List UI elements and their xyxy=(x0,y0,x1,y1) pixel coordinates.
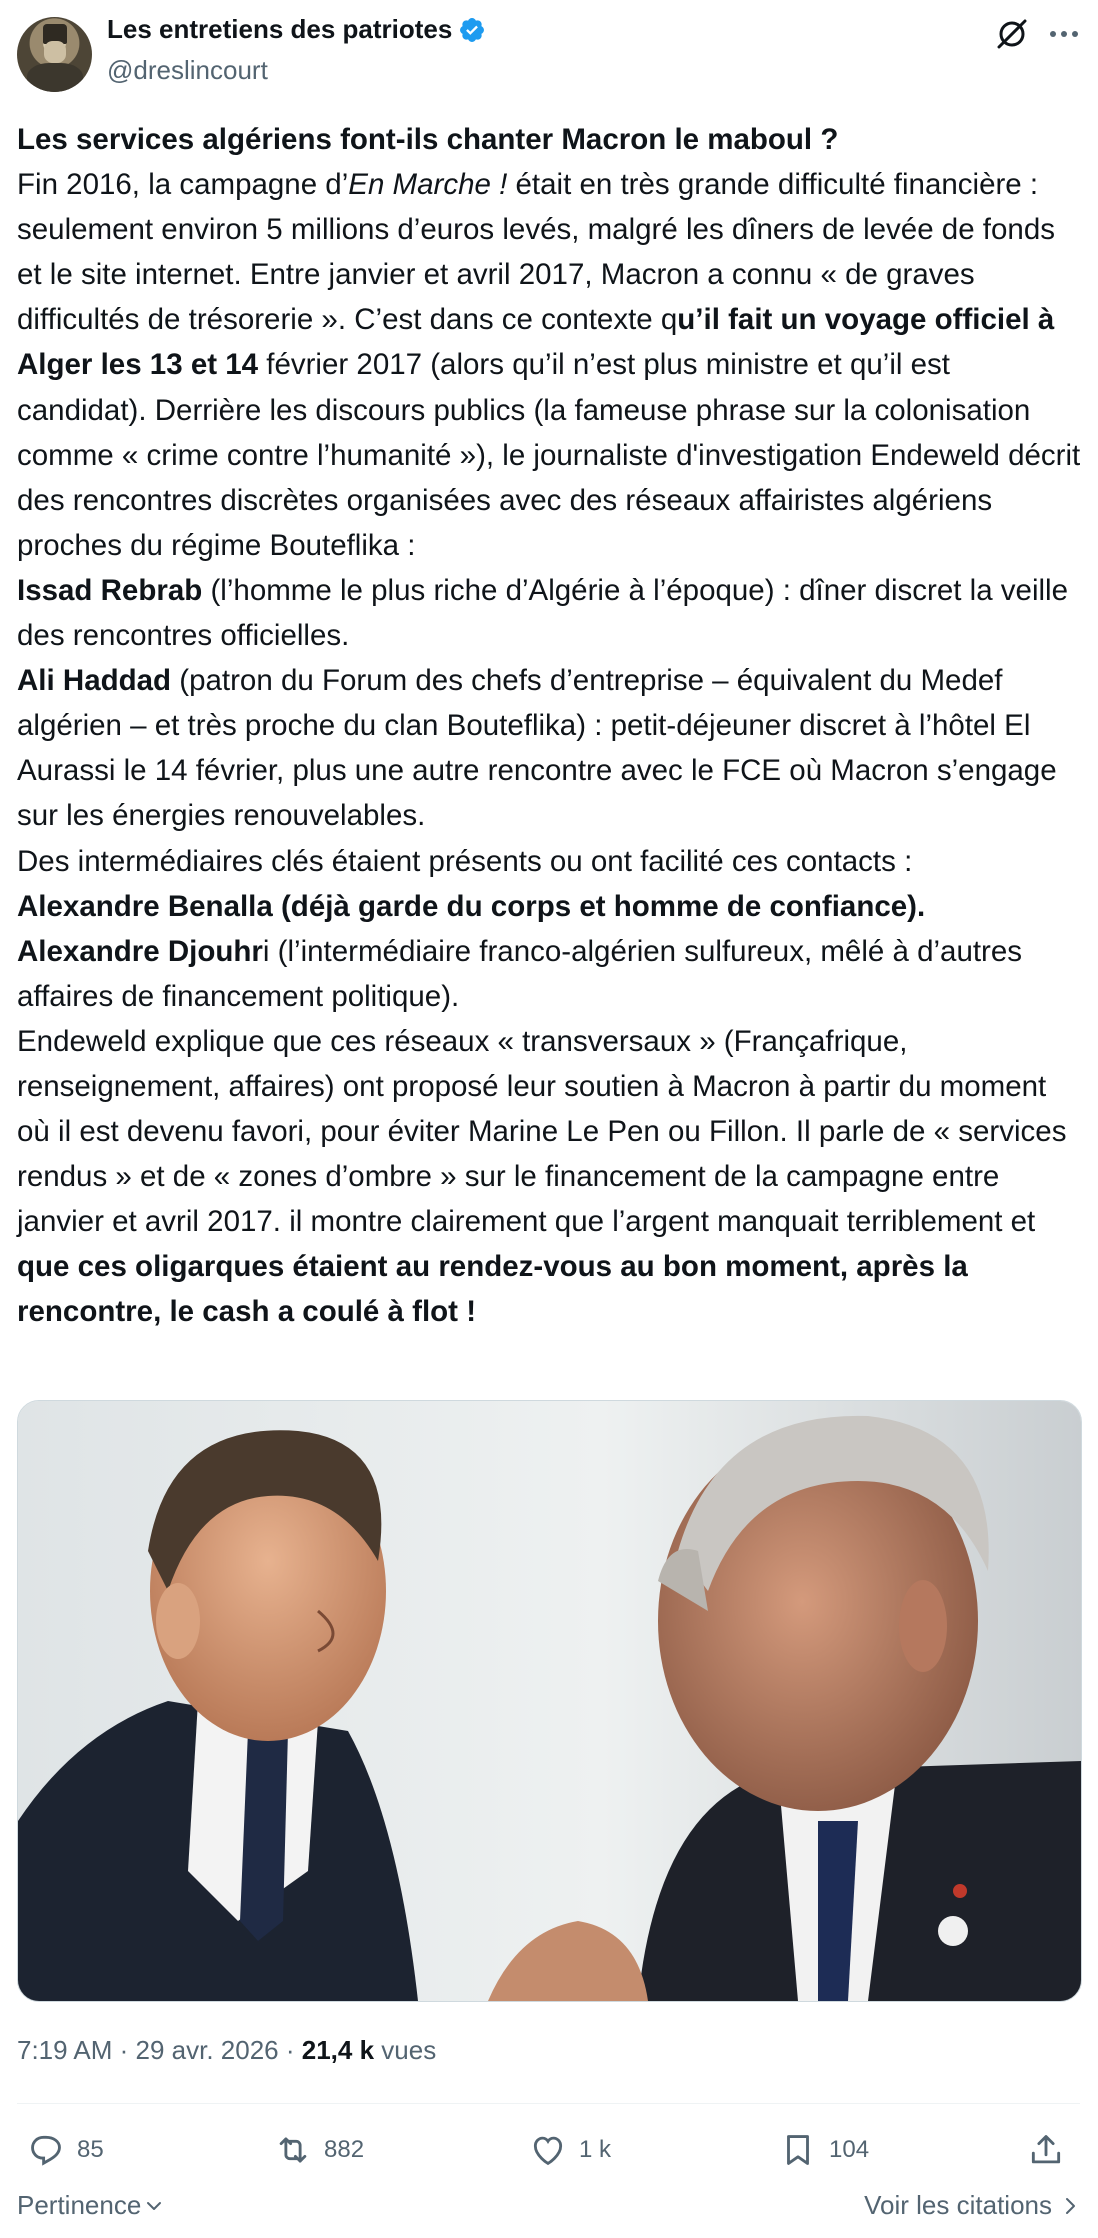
p5-bold: Alexandre Benalla (déjà garde du corps et homme de confiance). xyxy=(17,889,926,923)
p7-text: Endeweld explique que ces réseaux « transversaux » (Françafrique, renseignement, affaires) ont proposé leur soutien à Macron à partir du moment où il est devenu favori, pour éviter Marine Le Pen ou Fillon. Il parle de « services rendus » et de « zones d’ombre » sur le financement de la campagne entre janvier et avril 2017. il montre clairement que l’argent manquait terriblement et xyxy=(17,1024,1067,1239)
p1-text-a: Fin 2016, la campagne d’ xyxy=(17,168,349,202)
tweet-paragraph-4 xyxy=(17,839,1083,884)
tweet-time[interactable]: 7:19 AM xyxy=(17,2035,113,2065)
author-handle[interactable]: @dreslincourt xyxy=(107,55,268,85)
like-count: 1 k xyxy=(579,2136,612,2163)
like-button[interactable] xyxy=(529,2120,611,2180)
p1-text-c: février 2017 (alors qu’il n’est plus ministre et qu’il est candidat). Derrière les discours publics (la fameuse phrase sur la colonisation comme « crime contre l’humanité »), le journaliste d'investigation Endeweld décrit des rencontres discrètes organisées avec des réseaux affairistes algériens proches du régime Bouteflika : xyxy=(17,348,1081,562)
repost-count: 882 xyxy=(324,2136,365,2163)
bookmark-icon xyxy=(779,2131,817,2169)
tweet-title-text: Les services algériens font-ils chanter Macron le maboul ? xyxy=(17,123,839,156)
reply-count: 85 xyxy=(77,2136,104,2163)
p7-bold: que ces oligarques étaient au rendez-vous au bon moment, après la rencontre, le cash a coulé à flot ! xyxy=(17,1250,968,1329)
p6-text: i (l’intermédiaire franco-algérien sulfureux, mêlé à d’autres affaires de financement politique). xyxy=(17,934,1023,1013)
tweet-paragraph-1 xyxy=(17,162,1083,568)
share-icon xyxy=(1027,2131,1065,2169)
action-bar xyxy=(17,2120,1080,2180)
tweet-paragraph-7 xyxy=(17,1019,1083,1335)
views-label: vues xyxy=(374,2035,437,2065)
view-quotes-label: Voir les citations xyxy=(864,2190,1052,2220)
chevron-right-icon xyxy=(1060,2196,1080,2216)
p1-bold: u’il fait un voyage officiel à Alger les 13 et 14 xyxy=(17,303,1055,382)
p4-text: Des intermédiaires clés étaient présents ou ont facilité ces contacts : xyxy=(17,844,913,878)
replies-footer xyxy=(17,2190,1080,2230)
sort-dropdown[interactable] xyxy=(17,2190,163,2221)
more-icon[interactable] xyxy=(1046,14,1082,54)
reply-button[interactable] xyxy=(27,2120,104,2180)
p2-text: (l’homme le plus riche d’Algérie à l’époque) : dîner discret la veille des rencontres officielles. xyxy=(17,573,1069,653)
avatar-coat xyxy=(27,63,83,92)
tweet-text xyxy=(17,117,1083,1335)
repost-icon xyxy=(274,2131,312,2169)
p3-text: (patron du Forum des chefs d’entreprise – équivalent du Medef algérien – et très proche du clan Bouteflika) : petit-déjeuner discret à l’hôtel El Aurassi le 14 février, plus une autre rencontre avec le FCE où Macron s’engage sur les énergies renouvelables. xyxy=(17,664,1057,833)
author-name-row xyxy=(107,14,486,45)
tweet-photo[interactable] xyxy=(17,1400,1082,2002)
author-display-name[interactable]: Les entretiens des patriotes xyxy=(107,14,453,44)
heart-icon xyxy=(529,2131,567,2169)
tweet-date[interactable]: 29 avr. 2026 xyxy=(135,2035,279,2065)
p1-text-b: était en très grande difficulté financière : seulement environ 5 millions d’euros levés, malgré les dîners de levée de fonds et le site internet. Entre janvier et avril 2017, Macron a connu « de graves difficultés de trésorerie ». C’est dans ce contexte q xyxy=(17,168,1055,337)
tweet-paragraph-3 xyxy=(17,658,1083,838)
avatar[interactable] xyxy=(17,17,92,92)
tweet-paragraph-5 xyxy=(17,884,1083,929)
chevron-down-icon xyxy=(145,2197,163,2215)
views-count: 21,4 k xyxy=(301,2035,375,2065)
meta-separator: · xyxy=(278,2035,302,2065)
share-button[interactable] xyxy=(1027,2120,1077,2180)
photo-illustration xyxy=(18,1401,1081,2001)
repost-button[interactable] xyxy=(274,2120,364,2180)
tweet-meta xyxy=(17,2035,436,2066)
bookmark-count: 104 xyxy=(829,2136,870,2163)
p2-bold: Issad Rebrab xyxy=(17,573,203,607)
p3-bold: Ali Haddad xyxy=(17,664,172,698)
bookmark-button[interactable] xyxy=(779,2120,869,2180)
grok-icon[interactable] xyxy=(992,14,1032,54)
view-quotes-link[interactable] xyxy=(864,2190,1080,2221)
sort-label: Pertinence xyxy=(17,2190,142,2220)
verified-badge-icon[interactable] xyxy=(458,16,486,44)
divider xyxy=(17,2103,1080,2104)
tweet-title xyxy=(17,117,1083,162)
avatar-face xyxy=(44,41,66,63)
tweet-paragraph-2 xyxy=(17,568,1083,658)
tweet-header xyxy=(0,0,1098,110)
p6-bold: Alexandre Djouhr xyxy=(17,934,263,968)
tweet-paragraph-6 xyxy=(17,929,1083,1019)
reply-icon xyxy=(27,2131,65,2169)
p1-italic: En Marche ! xyxy=(348,168,508,202)
meta-separator: · xyxy=(112,2035,136,2065)
